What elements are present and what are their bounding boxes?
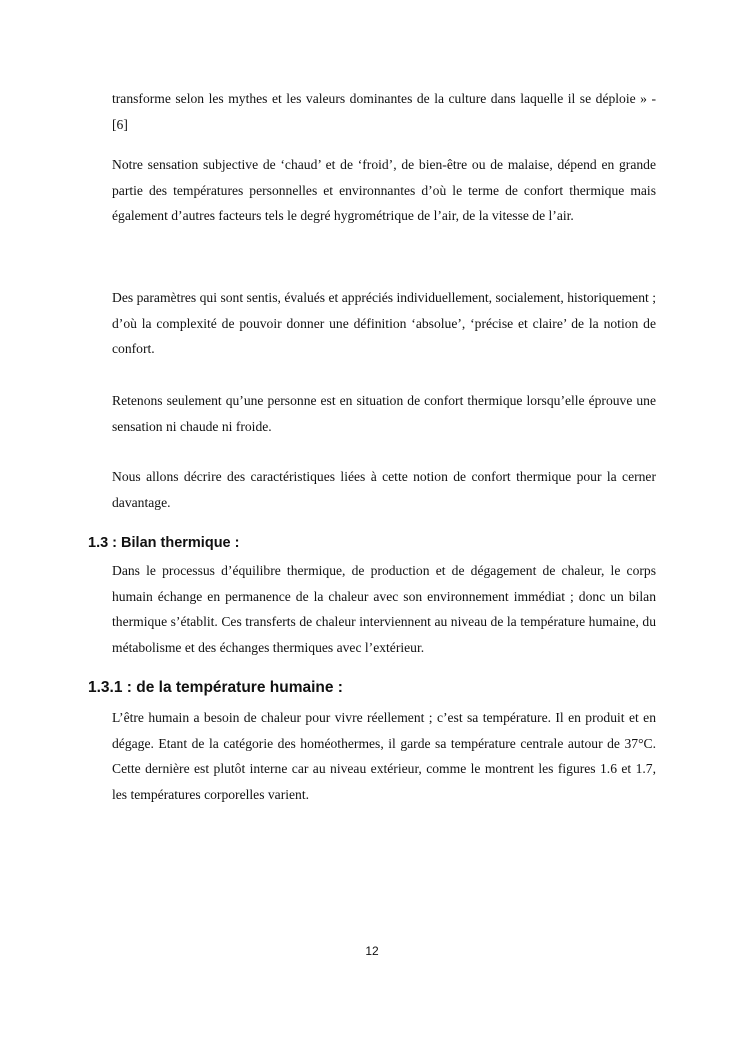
paragraph-nous-allons: Nous allons décrire des caractéristiques liées à cette notion de confort thermique pour la cerner davantage. xyxy=(112,469,656,510)
page-number: 12 xyxy=(365,944,379,958)
paragraph-sensation: Notre sensation subjective de ‘chaud’ et de ‘froid’, de bien-être ou de malaise, dépend en grande partie des températures personnelles et environnantes d’où le terme de confort thermique mais également d’autres facteurs tels le degré hygrométrique de l’air, de la vitesse de l’air. xyxy=(112,157,656,224)
paragraph-parametres: Des paramètres qui sont sentis, évalués et appréciés individuellement, socialement, historiquement ; d’où la complexité de pouvoir donner une définition ‘absolue’, ‘précise et claire’ de la notion de confort. xyxy=(112,290,656,357)
section-heading-temperature-humaine: 1.3.1 : de la température humaine : xyxy=(88,679,343,696)
paragraph-retenons: Retenons seulement qu’une personne est en situation de confort thermique lorsqu’elle éprouve une sensation ni chaude ni froide. xyxy=(112,393,656,434)
paragraph-quote-end: transforme selon les mythes et les valeurs dominantes de la culture dans laquelle il se déploie » - [6] xyxy=(112,91,656,132)
paragraph-bilan-thermique: Dans le processus d’équilibre thermique, de production et de dégagement de chaleur, le corps humain échange en permanence de la chaleur avec son environnement immédiat ; donc un bilan thermique s’établit. Ces transferts de chaleur interviennent au niveau de la température humaine, du métabolisme et des échanges thermiques avec l’extérieur. xyxy=(112,563,656,655)
paragraph-temperature-humaine: L’être humain a besoin de chaleur pour vivre réellement ; c’est sa température. Il en produit et en dégage. Etant de la catégorie des homéothermes, il garde sa température centrale autour de 37°C. Cette dernière est plutôt interne car au niveau extérieur, comme le montrent les figures 1.6 et 1.7, les températures corporelles varient. xyxy=(112,710,656,802)
section-heading-bilan-thermique: 1.3 : Bilan thermique : xyxy=(88,535,240,551)
